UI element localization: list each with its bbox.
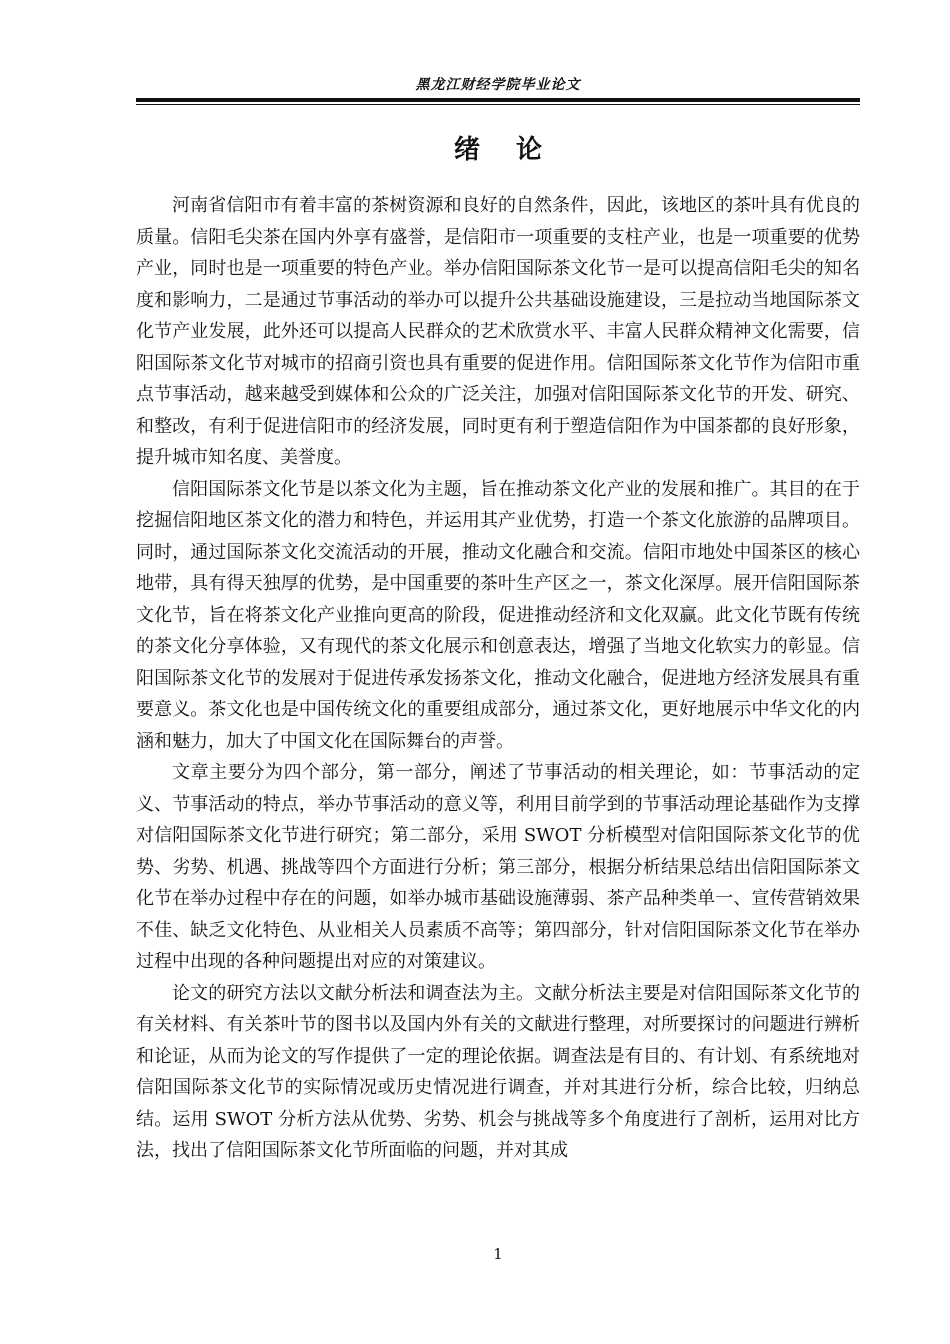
chapter-title: 绪论 <box>453 135 578 165</box>
running-header: 黑龙江财经学院毕业论文 <box>415 77 581 93</box>
body-text <box>136 190 860 1167</box>
paragraph-4: 论文的研究方法以文献分析法和调查法为主。文献分析法主要是对信阳国际茶文化节的有关材料、有关茶叶节的图书以及国内外有关的文献进行整理，对所要探讨的问题进行辨析和论证，从而为论文的写作提供了一定的理论依据。调查法是有目的、有计划、有系统地对信阳国际茶文化节的实际情况或历史情况进行调查，并对其进行分析，综合比较，归纳总结。运用 SWOT 分析方法从优势、劣势、机会与挑战等多个角度进行了剖析，运用对比方法，找出了信阳国际茶文化节所面临的问题，并对其成 <box>136 982 860 1161</box>
header-rule-thick <box>136 98 860 102</box>
paragraph-3: 文章主要分为四个部分，第一部分，阐述了节事活动的相关理论，如：节事活动的定义、节事活动的特点，举办节事活动的意义等，利用目前学到的节事活动理论基础作为支撑对信阳国际茶文化节进行研究；第二部分，采用 SWOT 分析模型对信阳国际茶文化节的优势、劣势、机遇、挑战等四个方面进行分析；第三部分，根据分析结果总结出信阳国际茶文化节在举办过程中存在的问题，如举办城市基础设施薄弱、茶产品种类单一、宣传营销效果不佳、缺乏文化特色、从业相关人员素质不高等；第四部分，针对信阳国际茶文化节在举办过程中出现的各种问题提出对应的对策建议。 <box>136 762 860 972</box>
paragraph-2: 信阳国际茶文化节是以茶文化为主题，旨在推动茶文化产业的发展和推广。其目的在于挖掘信阳地区茶文化的潜力和特色，并运用其产业优势，打造一个茶文化旅游的品牌项目。同时，通过国际茶文化交流活动的开展，推动文化融合和交流。信阳市地处中国茶区的核心地带，具有得天独厚的优势，是中国重要的茶叶生产区之一，茶文化深厚。展开信阳国际茶文化节，旨在将茶文化产业推向更高的阶段，促进推动经济和文化双赢。此文化节既有传统的茶文化分享体验，又有现代的茶文化展示和创意表达，增强了当地文化软实力的彰显。信阳国际茶文化节的发展对于促进传承发扬茶文化，推动文化融合，促进地方经济发展具有重要意义。茶文化也是中国传统文化的重要组成部分，通过茶文化，更好地展示中华文化的内涵和魅力，加大了中国文化在国际舞台的声誉。 <box>136 478 860 752</box>
paragraph-1: 河南省信阳市有着丰富的茶树资源和良好的自然条件，因此，该地区的茶叶具有优良的质量。信阳毛尖茶在国内外享有盛誉，是信阳市一项重要的支柱产业，也是一项重要的优势产业，同时也是一项重要的特色产业。举办信阳国际茶文化节一是可以提高信阳毛尖的知名度和影响力，二是通过节事活动的举办可以提升公共基础设施建设，三是拉动当地国际茶文化节产业发展，此外还可以提高人民群众的艺术欣赏水平、丰富人民群众精神文化需要，信阳国际茶文化节对城市的招商引资也具有重要的促进作用。信阳国际茶文化节作为信阳市重点节事活动，越来越受到媒体和公众的广泛关注，加强对信阳国际茶文化节的开发、研究、和整改，有利于促进信阳市的经济发展，同时更有利于塑造信阳作为中国茶都的良好形象，提升城市知名度、美誉度。 <box>136 195 860 468</box>
header-rule-thin <box>136 104 860 105</box>
page-number: 1 <box>493 1245 503 1263</box>
